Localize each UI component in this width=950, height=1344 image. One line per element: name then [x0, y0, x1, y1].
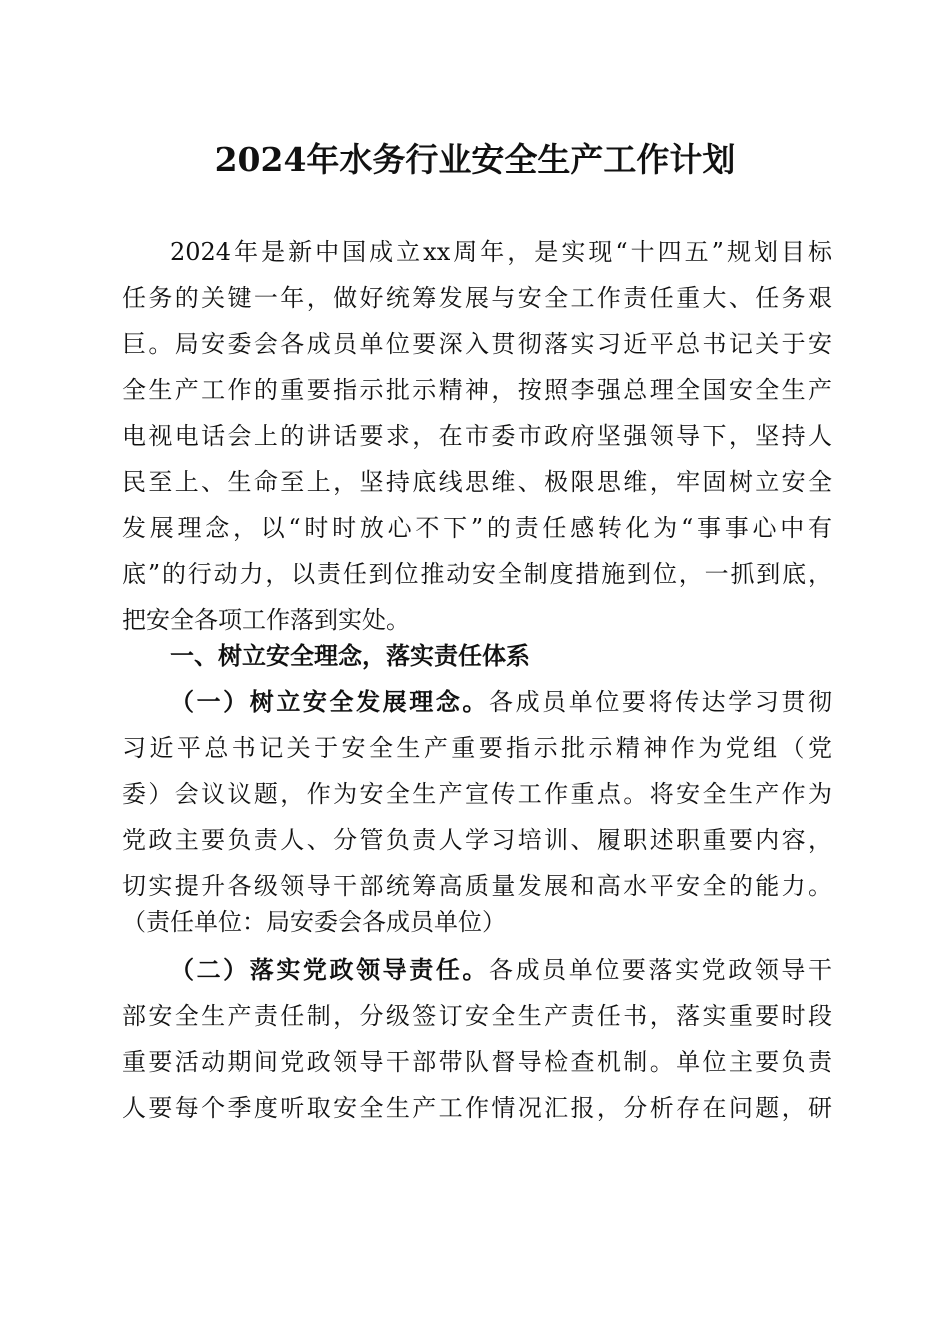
- item2-line-4: 人要每个季度听取安全生产工作情况汇报，分析存在问题，研: [122, 1094, 832, 1122]
- document-title: 2024年水务行业安全生产工作计划: [214, 140, 736, 179]
- item1-line-5: 切实提升各级领导干部统筹高质量发展和高水平安全的能力。: [122, 872, 832, 900]
- intro-line-1: 2024年是新中国成立xx周年，是实现“十四五”规划目标: [170, 238, 832, 266]
- intro-line-4: 全生产工作的重要指示批示精神，按照李强总理全国安全生产: [122, 376, 832, 404]
- section-heading-1: 一、树立安全理念，落实责任体系: [170, 642, 530, 670]
- item2-first-rest: 各成员单位要落实党政领导干: [489, 956, 832, 984]
- item2-line-3: 重要活动期间党政领导干部带队督导检查机制。单位主要负责: [122, 1048, 832, 1076]
- intro-line-3: 巨。局安委会各成员单位要深入贯彻落实习近平总书记关于安: [122, 330, 832, 358]
- item1-line-2: 习近平总书记关于安全生产重要指示批示精神作为党组（党: [122, 734, 832, 762]
- intro-line-7: 发展理念，以“时时放心不下”的责任感转化为“事事心中有: [122, 514, 832, 542]
- item1-first-rest: 各成员单位要将传达学习贯彻: [489, 688, 832, 716]
- intro-line-8: 底”的行动力，以责任到位推动安全制度措施到位，一抓到底，: [122, 560, 832, 588]
- intro-line-5: 电视电话会上的讲话要求，在市委市政府坚强领导下，坚持人: [122, 422, 832, 450]
- item2-line-1: [170, 955, 832, 985]
- item2-line-2: 部安全生产责任制，分级签订安全生产责任书，落实重要时段: [122, 1002, 832, 1030]
- intro-line-9: 把安全各项工作落到实处。: [122, 606, 410, 634]
- intro-line-2: 任务的关键一年，做好统筹发展与安全工作责任重大、任务艰: [122, 284, 832, 312]
- item1-lead: （一）树立安全发展理念。: [170, 687, 489, 716]
- item2-lead: （二）落实党政领导责任。: [170, 955, 489, 984]
- item1-line-3: 委）会议议题，作为安全生产宣传工作重点。将安全生产作为: [122, 780, 832, 808]
- item1-line-6: （责任单位：局安委会各成员单位）: [122, 908, 506, 936]
- intro-line-6: 民至上、生命至上，坚持底线思维、极限思维，牢固树立安全: [122, 468, 832, 496]
- item1-line-1: [170, 687, 832, 717]
- item1-line-4: 党政主要负责人、分管负责人学习培训、履职述职重要内容，: [122, 826, 832, 854]
